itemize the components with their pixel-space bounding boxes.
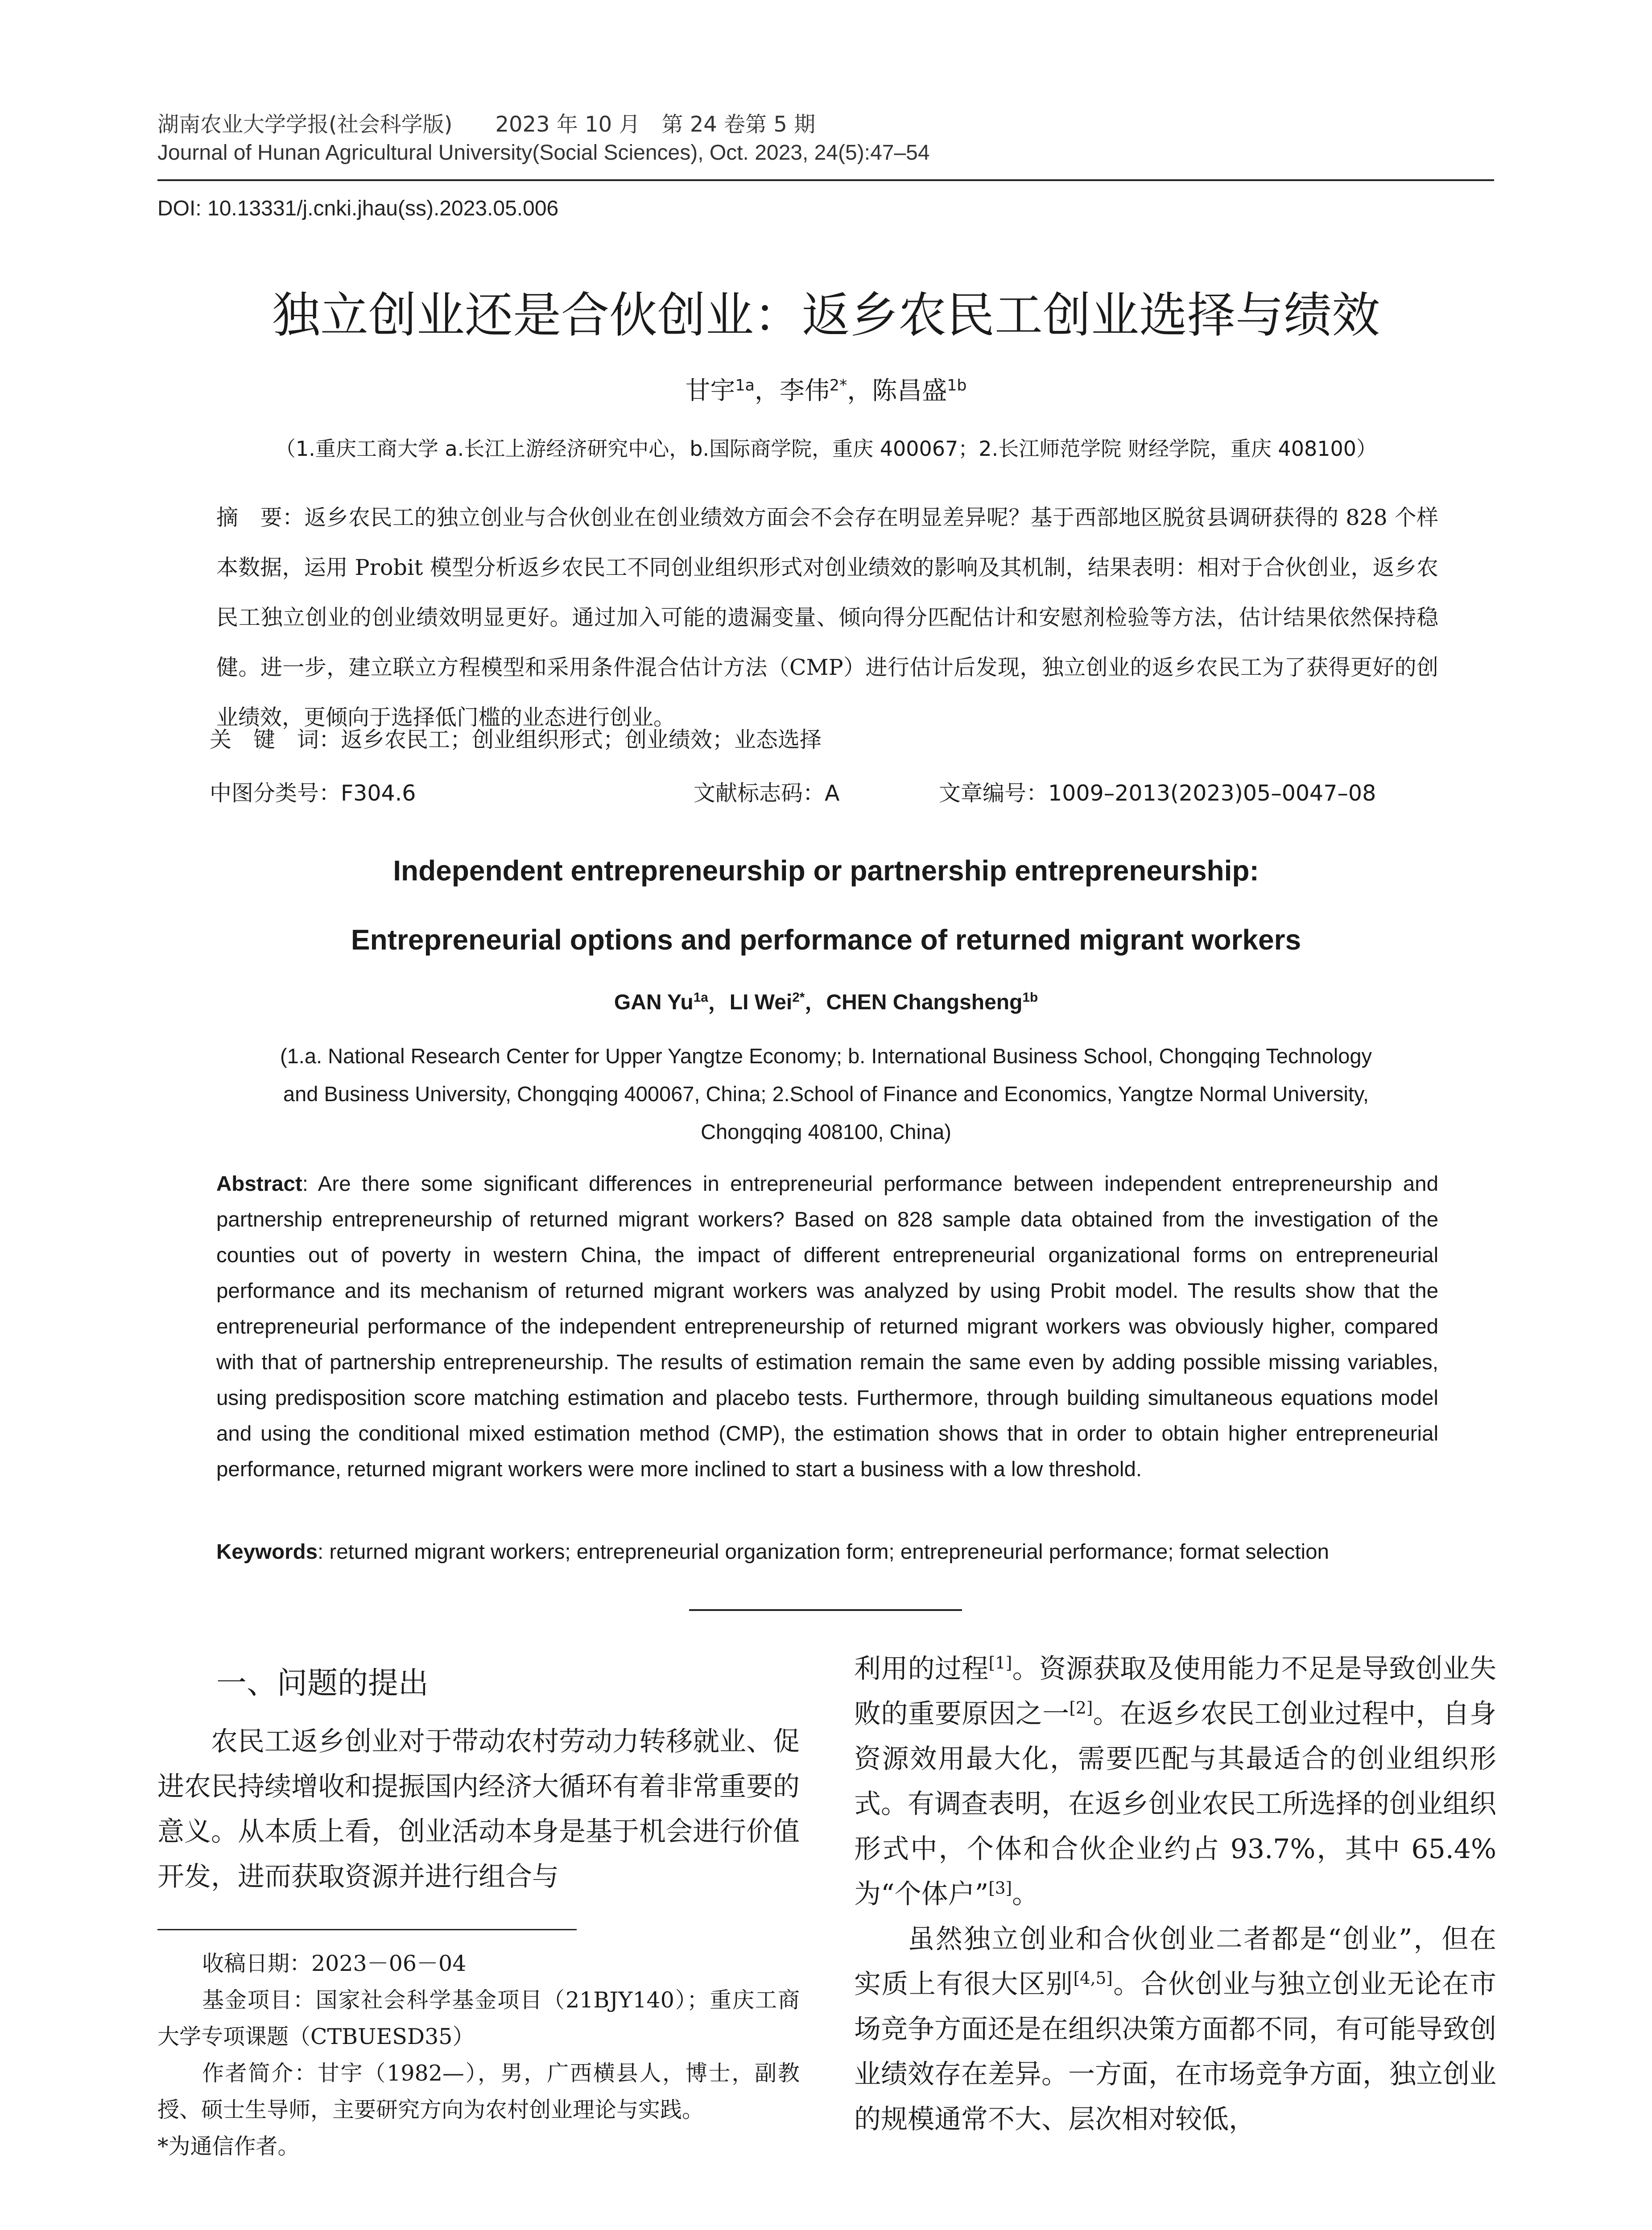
footnote-fund: 基金项目：国家社会科学基金项目（21BJY140）；重庆工商大学专项课题（CTBUESD35） [157, 1987, 800, 2049]
author-name: 甘宇 [685, 376, 735, 405]
footnote-corresponding: *为通信作者。 [157, 2134, 300, 2159]
author-affiliation-mark: 1a [735, 376, 755, 395]
affiliation-cn: （1.重庆工商大学 a.长江上游经济研究中心，b.国际商学院，重庆 400067；2.长江师范学院 财经学院，重庆 408100） [275, 437, 1377, 461]
keywords-cn [210, 723, 822, 754]
author-affiliation-mark: 1b [1022, 990, 1038, 1005]
affiliation-en-line2: and Business University, Chongqing 400067, China; 2.School of Finance and Economics, Yangtze Normal University, [283, 1082, 1369, 1106]
keywords-cn-label: 关 键 词： [210, 727, 341, 752]
journal-header-en: Journal of Hunan Agricultural University(Social Sciences), Oct. 2023, 24(5):47–54 [157, 141, 930, 165]
abstract-cn-label: 摘 要： [216, 505, 305, 530]
footnote-author: 作者简介：甘宇（1982—），男，广西横县人，博士，副教授、硕士生导师，主要研究方向为农村创业理论与实践。 [157, 2061, 800, 2123]
footnote-rule [157, 1929, 577, 1930]
author-separator: ， [708, 991, 730, 1014]
author-name: 李伟 [779, 376, 830, 405]
journal-header-cn: 湖南农业大学学报(社会科学版) 2023 年 10 月 第 24 卷第 5 期 [157, 112, 816, 137]
header-rule [157, 179, 1494, 181]
title-cn: 独立创业还是合伙创业：返乡农民工创业选择与绩效 [272, 288, 1380, 343]
author-separator: ， [805, 991, 826, 1014]
doi: DOI: 10.13331/j.cnki.jhau(ss).2023.05.006 [157, 197, 559, 220]
right-column-text [854, 1647, 1496, 2142]
footnote-received: 收稿日期：2023－06－04 [202, 1951, 467, 1976]
citation-link[interactable]: [2] [1069, 1698, 1093, 1718]
abstract-en [216, 1166, 1438, 1487]
abstract-cn-text: 返乡农民工的独立创业与合伙创业在创业绩效方面会不会存在明显差异呢？基于西部地区脱贫县调研获得的 828 个样本数据，运用 Probit 模型分析返乡农民工不同创业组织形式对创业绩效的影响及其机制，结果表明：相对于合伙创业，返乡农民工独立创业的创业绩效明显更好。通过加入可能的遗漏变量、倾向得分匹配估计和安慰剂检验等方法，估计结果依然保持稳健。进一步，建立联立方程模型和采用条件混合估计方法（CMP）进行估计后发现，独立创业的返乡农民工为了获得更好的创业绩效，更倾向于选择低门槛的业态进行创业。 [216, 505, 1438, 730]
author-affiliation-mark: 2* [829, 376, 847, 395]
author-name: 陈昌盛 [872, 376, 947, 405]
author-separator: ， [754, 376, 780, 405]
affiliation-en-line1: (1.a. National Research Center for Upper Yangtze Economy; b. International Business School, Chongqing Technology [280, 1044, 1372, 1068]
article-number: 文章编号：1009–2013(2023)05–0047–08 [939, 780, 1376, 806]
left-column-text [157, 1719, 800, 1900]
abstract-en-label: Abstract [216, 1172, 302, 1196]
body-paragraph: 利用的过程[1]。资源获取及使用能力不足是导致创业失败的重要原因之一[2]。在返乡农民工创业过程中，自身资源效用最大化，需要匹配与其最适合的创业组织形式。有调查表明，在返乡创业农民工所选择的创业组织形式中，个体和合伙企业约占 93.7%，其中 65.4%为“个体户”[3]。 [854, 1653, 1497, 1910]
affiliation-en-line3: Chongqing 408100, China) [701, 1120, 951, 1144]
authors-en [0, 985, 1652, 1016]
title-en-line2: Entrepreneurial options and performance of returned migrant workers [351, 924, 1301, 956]
author-affiliation-mark: 1b [947, 376, 967, 395]
title-en-line1: Independent entrepreneurship or partnership entrepreneurship: [393, 855, 1259, 887]
author-separator: ， [847, 376, 872, 405]
keywords-en-text: : returned migrant workers; entrepreneurial organization form; entrepreneurial performance; format selection [318, 1540, 1329, 1564]
keywords-en-label: Keywords [216, 1540, 318, 1564]
author-name: LI Wei [729, 991, 793, 1014]
citation-link[interactable]: [4,5] [1073, 1968, 1113, 1988]
authors-cn [0, 371, 1652, 407]
citation-link[interactable]: [1] [988, 1653, 1012, 1672]
author-name: CHEN Changsheng [826, 991, 1023, 1014]
clc-number: 中图分类号：F304.6 [210, 780, 416, 806]
body-paragraph: 虽然独立创业和合伙创业二者都是“创业”，但在实质上有很大区别[4,5]。合伙创业与独立创业无论在市场竞争方面还是在组织决策方面都不同，有可能导致创业绩效存在差异。一方面，在市场竞争方面，独立创业的规模通常不大、层次相对较低， [854, 1924, 1497, 2135]
document-code: 文献标志码：A [694, 780, 840, 806]
citation-link[interactable]: [3] [988, 1878, 1012, 1898]
abstract-cn [216, 493, 1438, 743]
keywords-cn-text: 返乡农民工；创业组织形式；创业绩效；业态选择 [341, 727, 822, 752]
author-affiliation-mark: 1a [693, 990, 708, 1005]
abstract-en-text: : Are there some significant differences in entrepreneurial performance between independent entrepreneurship and partnership entrepreneurship of returned migrant workers? Based on 828 sample data obtained from the investigation of the counties out of poverty in western China, the impact of different entrepreneurial organizational forms on entrepreneurial performance and its mechanism of returned migrant workers was analyzed by using Probit model. The results show that the entrepreneurial performance of the independent entrepreneurship of returned migrant workers was obviously higher, compared with that of partnership entrepreneurship. The results of estimation remain the same even by adding possible missing variables, using predisposition score matching estimation and placebo tests. Furthermore, through building simultaneous equations model and using the conditional mixed estimation method (CMP), the estimation shows that in order to obtain higher entrepreneurial performance, returned migrant workers were more inclined to start a business with a low threshold. [216, 1172, 1438, 1481]
footnotes [157, 1945, 800, 2165]
abstract-divider [689, 1609, 962, 1611]
section-heading: 一、问题的提出 [216, 1666, 429, 1701]
body-paragraph: 农民工返乡创业对于带动农村劳动力转移就业、促进农民持续增收和提振国内经济大循环有着非常重要的意义。从本质上看，创业活动本身是基于机会进行价值开发，进而获取资源并进行组合与 [157, 1726, 800, 1892]
author-affiliation-mark: 2* [792, 990, 805, 1005]
keywords-en [216, 1540, 1438, 1564]
author-name: GAN Yu [614, 991, 694, 1014]
